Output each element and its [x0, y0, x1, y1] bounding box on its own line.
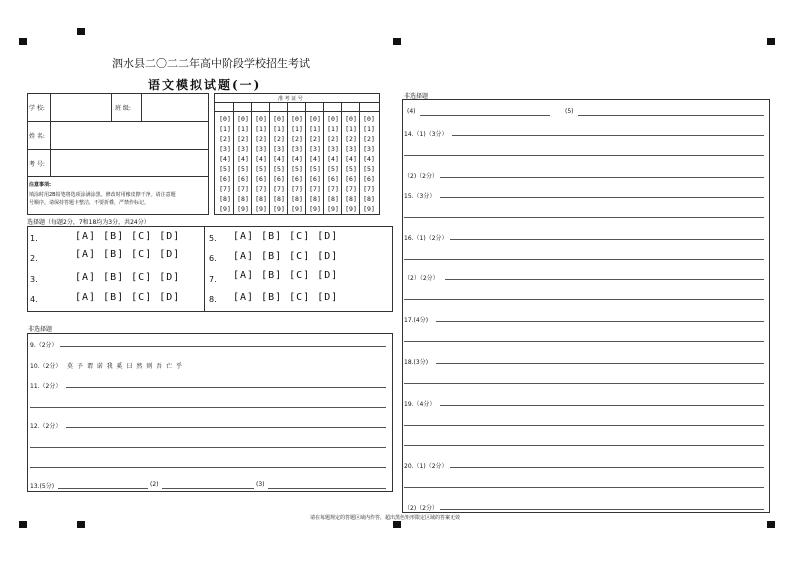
- admission-digit-column: [360, 114, 378, 214]
- admission-digit-bubble[interactable]: [3]: [255, 145, 267, 153]
- registration-mark: [393, 521, 401, 528]
- answer-line[interactable]: [30, 467, 386, 468]
- admission-digit-bubble[interactable]: [1]: [291, 125, 303, 133]
- choice-item-number: 2.: [30, 254, 38, 263]
- admission-digit-bubble[interactable]: [3]: [345, 145, 357, 153]
- admission-digit-bubble[interactable]: [6]: [363, 175, 375, 183]
- admission-digit-bubble[interactable]: [8]: [363, 195, 375, 203]
- admission-digit-bubble[interactable]: [9]: [273, 205, 285, 213]
- q10-text: 莫 予 谓 诺 我 奚 曰 然 则 吾 亡 乎: [67, 363, 183, 370]
- exam-subtitle: 语文模拟试题(一): [148, 78, 262, 92]
- answer-line[interactable]: [404, 217, 764, 218]
- admission-digit-bubble[interactable]: [7]: [327, 185, 339, 193]
- answer-line[interactable]: [404, 425, 764, 426]
- admission-digit-bubble[interactable]: [2]: [219, 135, 231, 143]
- answer-line[interactable]: [404, 383, 764, 384]
- registration-mark: [19, 521, 27, 528]
- admission-digit-bubble[interactable]: [6]: [219, 175, 231, 183]
- admission-digit-bubble[interactable]: [0]: [219, 115, 231, 123]
- answer-line[interactable]: [162, 488, 254, 489]
- admission-digit-bubble[interactable]: [0]: [327, 115, 339, 123]
- admission-digit-bubble[interactable]: [2]: [255, 135, 267, 143]
- admission-digit-bubble[interactable]: [7]: [219, 185, 231, 193]
- admission-digit-bubble[interactable]: [2]: [309, 135, 321, 143]
- admission-digit-bubble[interactable]: [1]: [219, 125, 231, 133]
- admission-digit-bubble[interactable]: [5]: [345, 165, 357, 173]
- admission-digit-bubble[interactable]: [8]: [309, 195, 321, 203]
- admission-digit-column: [216, 114, 234, 214]
- answer-line[interactable]: [450, 239, 764, 240]
- question-label: 11.（2分）: [30, 383, 62, 390]
- admission-digit-bubble[interactable]: [2]: [345, 135, 357, 143]
- admission-digit-bubble[interactable]: [3]: [309, 145, 321, 153]
- answer-line[interactable]: [268, 488, 386, 489]
- registration-mark: [767, 38, 775, 45]
- admission-digit-bubble[interactable]: [1]: [345, 125, 357, 133]
- admission-digit-bubble[interactable]: [8]: [327, 195, 339, 203]
- school-label: 学 校:: [29, 105, 45, 112]
- admission-digit-bubble[interactable]: [9]: [219, 205, 231, 213]
- admission-digit-bubble[interactable]: [4]: [363, 155, 375, 163]
- admission-digit-bubble[interactable]: [1]: [255, 125, 267, 133]
- admission-digit-column: [324, 114, 342, 214]
- admission-digit-bubble[interactable]: [9]: [327, 205, 339, 213]
- question-sub-label: (3): [256, 481, 265, 488]
- answer-line[interactable]: [404, 445, 764, 446]
- admission-digit-bubble[interactable]: [5]: [255, 165, 267, 173]
- admission-digit-bubble[interactable]: [4]: [309, 155, 321, 163]
- admission-digit-bubble[interactable]: [2]: [291, 135, 303, 143]
- answer-line[interactable]: [66, 427, 386, 428]
- choice-item-number: 5.: [209, 234, 217, 243]
- admission-digit-bubble[interactable]: [0]: [345, 115, 357, 123]
- question-label: 12.（2分）: [30, 423, 62, 430]
- left-nonchoice-heading: 非选择题: [28, 326, 53, 333]
- admission-digit-column: [342, 114, 360, 214]
- admission-digit-bubble[interactable]: [6]: [273, 175, 285, 183]
- admission-digit-bubble[interactable]: [6]: [291, 175, 303, 183]
- answer-line[interactable]: [450, 467, 764, 468]
- admission-digit-bubble[interactable]: [9]: [291, 205, 303, 213]
- admission-digit-bubble[interactable]: [4]: [327, 155, 339, 163]
- question-label: 15.（3分）: [404, 193, 436, 200]
- choice-options[interactable]: [A] [B] [C] [D]: [75, 292, 181, 303]
- admission-digit-bubble[interactable]: [3]: [237, 145, 249, 153]
- question-sub-label: (2): [150, 481, 159, 488]
- admission-digit-bubble[interactable]: [5]: [309, 165, 321, 173]
- admission-digit-bubble[interactable]: [4]: [345, 155, 357, 163]
- answer-line[interactable]: [436, 363, 764, 364]
- admission-digit-bubble[interactable]: [7]: [255, 185, 267, 193]
- admission-digit-bubble[interactable]: [3]: [273, 145, 285, 153]
- question-label: 10.（2分）: [30, 363, 62, 370]
- question-label: （2）（2分）: [404, 275, 439, 282]
- choice-heading: 选择题（每题2分，7和18均为3分，共24分）: [27, 219, 150, 226]
- choice-options[interactable]: [A] [B] [C] [D]: [233, 231, 339, 242]
- admission-digit-column: [270, 114, 288, 214]
- admission-digit-bubble[interactable]: [7]: [363, 185, 375, 193]
- question-label: （2)（2分）: [404, 505, 438, 512]
- choice-item-number: 8.: [209, 295, 217, 304]
- answer-line[interactable]: [404, 299, 764, 300]
- admission-digit-bubble[interactable]: [5]: [237, 165, 249, 173]
- admission-digit-bubble[interactable]: [3]: [219, 145, 231, 153]
- admission-digit-bubble[interactable]: [8]: [255, 195, 267, 203]
- question-label: 13.(5分): [30, 483, 55, 490]
- choice-item-number: 3.: [30, 275, 38, 284]
- registration-mark: [19, 38, 27, 45]
- admission-digit-bubble[interactable]: [1]: [327, 125, 339, 133]
- admission-digit-bubble[interactable]: [7]: [309, 185, 321, 193]
- admission-digit-bubble[interactable]: [5]: [219, 165, 231, 173]
- answer-line[interactable]: [66, 387, 386, 388]
- left-nonchoice-box: [27, 333, 393, 492]
- admission-digit-bubble[interactable]: [4]: [255, 155, 267, 163]
- question-label: （2)（2分）: [404, 173, 438, 180]
- answer-line[interactable]: [420, 115, 550, 116]
- answer-line[interactable]: [440, 177, 764, 178]
- admission-digit-bubble[interactable]: [8]: [219, 195, 231, 203]
- admission-digit-bubble[interactable]: [2]: [237, 135, 249, 143]
- admission-digit-bubble[interactable]: [9]: [309, 205, 321, 213]
- choice-options[interactable]: [A] [B] [C] [D]: [75, 231, 181, 242]
- admission-digit-bubble[interactable]: [9]: [345, 205, 357, 213]
- admission-digit-bubble[interactable]: [9]: [363, 205, 375, 213]
- right-nonchoice-box: [402, 99, 770, 513]
- admission-digit-bubble[interactable]: [6]: [255, 175, 267, 183]
- question-label: 9.（2分）: [30, 342, 58, 349]
- choice-item-number: 7.: [209, 275, 217, 284]
- admission-digit-bubble[interactable]: [4]: [219, 155, 231, 163]
- choice-options[interactable]: [A] [B] [C] [D]: [233, 292, 339, 303]
- admission-digit-bubble[interactable]: [7]: [291, 185, 303, 193]
- answer-line[interactable]: [440, 197, 764, 198]
- admission-digit-bubble[interactable]: [0]: [291, 115, 303, 123]
- footer-note: 请在每题规定的答题区域内作答，超出黑色矩形限定区域的答案无效: [310, 515, 461, 521]
- question-label: 20.（1)（2分）: [404, 463, 448, 470]
- admission-digit-bubble[interactable]: [6]: [345, 175, 357, 183]
- admission-digit-bubble[interactable]: [1]: [363, 125, 375, 133]
- school-field[interactable]: [51, 94, 110, 120]
- choice-options[interactable]: [A] [B] [C] [D]: [75, 249, 181, 260]
- answer-line[interactable]: [404, 259, 764, 260]
- admission-digit-bubble[interactable]: [3]: [327, 145, 339, 153]
- admission-digit-bubble[interactable]: [1]: [237, 125, 249, 133]
- exam-number-field[interactable]: [51, 150, 208, 175]
- question-label: 18.(3分): [404, 359, 429, 366]
- name-field[interactable]: [51, 122, 208, 148]
- question-label: (4): [407, 108, 416, 115]
- name-label: 姓 名:: [29, 133, 45, 140]
- notice-title: 注意事项:: [29, 182, 51, 188]
- notice-line: 填涂时用2B铅笔将选项涂满涂黑。修改时用橡皮擦干净。请注意题: [29, 192, 176, 198]
- admission-digit-bubble[interactable]: [6]: [327, 175, 339, 183]
- registration-mark: [77, 28, 85, 35]
- answer-line[interactable]: [404, 341, 764, 342]
- choice-item-number: 6.: [209, 254, 217, 263]
- admission-digit-bubble[interactable]: [7]: [237, 185, 249, 193]
- admission-digit-bubble[interactable]: [8]: [273, 195, 285, 203]
- choice-item-number: 4.: [30, 295, 38, 304]
- admission-digit-bubble[interactable]: [7]: [273, 185, 285, 193]
- answer-line[interactable]: [404, 487, 764, 488]
- question-label: 16.（1)（2分）: [404, 235, 448, 242]
- choice-options[interactable]: [A] [B] [C] [D]: [75, 272, 181, 283]
- admission-digit-bubble[interactable]: [8]: [291, 195, 303, 203]
- question-label: (5): [565, 108, 574, 115]
- admission-digit-bubble[interactable]: [4]: [291, 155, 303, 163]
- question-label: 14.（1)（3分）: [404, 131, 448, 138]
- admission-digit-bubble[interactable]: [5]: [327, 165, 339, 173]
- registration-mark: [77, 521, 85, 528]
- answer-line[interactable]: [578, 115, 764, 116]
- exam-number-label: 考 号:: [29, 161, 45, 168]
- answer-line[interactable]: [452, 135, 764, 136]
- admission-digit-bubble[interactable]: [7]: [345, 185, 357, 193]
- admission-digit-column: [234, 114, 252, 214]
- admission-digit-bubble[interactable]: [0]: [273, 115, 285, 123]
- admission-digit-bubble[interactable]: [0]: [255, 115, 267, 123]
- question-label: 17.(4分): [404, 317, 429, 324]
- answer-line[interactable]: [404, 155, 764, 156]
- registration-mark: [393, 38, 401, 45]
- admission-digit-bubble[interactable]: [0]: [363, 115, 375, 123]
- admission-digit-bubble[interactable]: [8]: [237, 195, 249, 203]
- answer-line[interactable]: [440, 405, 764, 406]
- admission-digit-bubble[interactable]: [1]: [273, 125, 285, 133]
- right-nonchoice-heading: 非选择题: [404, 93, 429, 100]
- class-label: 班 级:: [115, 105, 131, 112]
- answer-line[interactable]: [58, 488, 148, 489]
- admission-digit-bubble[interactable]: [4]: [237, 155, 249, 163]
- admission-digit-bubble[interactable]: [9]: [255, 205, 267, 213]
- question-label: 19.（4分）: [404, 401, 436, 408]
- admission-digit-bubble[interactable]: [3]: [363, 145, 375, 153]
- answer-line[interactable]: [445, 279, 764, 280]
- admission-digit-bubble[interactable]: [3]: [291, 145, 303, 153]
- admission-digit-bubble[interactable]: [8]: [345, 195, 357, 203]
- admission-digit-bubble[interactable]: [9]: [237, 205, 249, 213]
- admission-digit-bubble[interactable]: [5]: [291, 165, 303, 173]
- admission-digit-column: [252, 114, 270, 214]
- choice-item-number: 1.: [30, 234, 38, 243]
- choice-options[interactable]: [A] [B] [C] [D]: [233, 251, 339, 262]
- registration-mark: [767, 521, 775, 528]
- answer-line[interactable]: [30, 407, 386, 408]
- admission-digit-bubble[interactable]: [5]: [363, 165, 375, 173]
- admission-digit-bubble[interactable]: [0]: [309, 115, 321, 123]
- admission-digit-bubble[interactable]: [2]: [327, 135, 339, 143]
- exam-title: 泗水县二〇二二年高中阶段学校招生考试: [112, 57, 310, 70]
- class-field[interactable]: [142, 94, 208, 120]
- admission-digit-bubble[interactable]: [4]: [273, 155, 285, 163]
- admission-number-title: 准 考 证 号: [278, 96, 303, 102]
- choice-options[interactable]: [A] [B] [C] [D]: [233, 270, 339, 281]
- notice-line: 号顺序。请保持答题卡整洁，不要折叠，严禁作标记。: [29, 200, 150, 206]
- admission-digit-bubble[interactable]: [2]: [363, 135, 375, 143]
- admission-digit-bubble[interactable]: [2]: [273, 135, 285, 143]
- answer-line[interactable]: [30, 447, 386, 448]
- admission-digit-bubble[interactable]: [1]: [309, 125, 321, 133]
- admission-digit-bubble[interactable]: [5]: [273, 165, 285, 173]
- admission-digit-column: [306, 114, 324, 214]
- admission-digit-column: [288, 114, 306, 214]
- admission-digit-bubble[interactable]: [0]: [237, 115, 249, 123]
- answer-line[interactable]: [60, 346, 386, 347]
- admission-digit-bubble[interactable]: [6]: [309, 175, 321, 183]
- answer-line[interactable]: [440, 509, 764, 510]
- answer-line[interactable]: [436, 321, 764, 322]
- admission-digit-bubble[interactable]: [6]: [237, 175, 249, 183]
